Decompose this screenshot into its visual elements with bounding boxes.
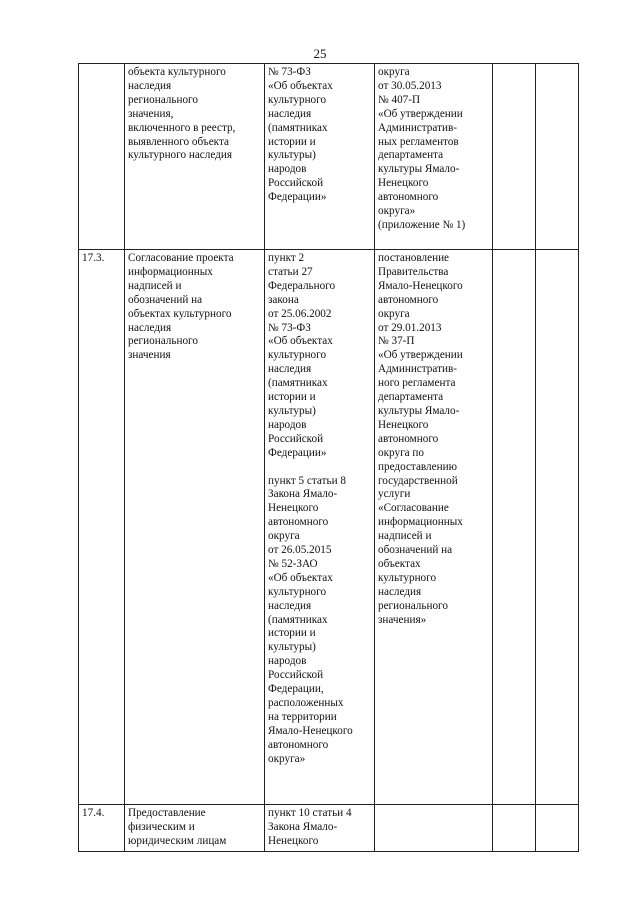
service-name-cell: Согласование проекта информационных надписей и обозначений на объектах культурного наследия регионального значения — [125, 250, 265, 805]
table-row — [79, 805, 579, 852]
table-row — [79, 250, 579, 805]
services-table — [78, 63, 579, 852]
empty-cell — [536, 805, 579, 852]
table-row — [79, 64, 579, 250]
row-number-cell — [79, 64, 125, 250]
legal-basis-cell: пункт 10 статьи 4 Закона Ямало- Ненецкого — [265, 805, 375, 852]
empty-cell — [536, 250, 579, 805]
empty-cell — [493, 250, 536, 805]
row-number-cell: 17.4. — [79, 805, 125, 852]
empty-cell — [493, 805, 536, 852]
row-number-cell: 17.3. — [79, 250, 125, 805]
regulation-cell: постановление Правительства Ямало-Ненецкого автономного округа от 29.01.2013 № 37-П «Об утверждении Административ- ного регламента департамента культуры Ямало- Ненецкого автономного округа по предоставлению государственной услуги «Согласование информационных надписей и обозначений на объектах культурного наследия регионального значения» — [375, 250, 493, 805]
legal-basis-cell: № 73-ФЗ «Об объектах культурного наследия (памятниках истории и культуры) народов Российской Федерации» — [265, 64, 375, 250]
page-number: 25 — [313, 46, 327, 61]
empty-cell — [493, 64, 536, 250]
empty-cell — [536, 64, 579, 250]
regulation-cell: округа от 30.05.2013 № 407-П «Об утверждении Административ- ных регламентов департамента культуры Ямало- Ненецкого автономного округа» (приложение № 1) — [375, 64, 493, 250]
regulation-cell — [375, 805, 493, 852]
service-name-cell: объекта культурного наследия регионального значения, включенного в реестр, выявленного объекта культурного наследия — [125, 64, 265, 250]
legal-basis-cell: пункт 2 статьи 27 Федерального закона от 25.06.2002 № 73-ФЗ «Об объектах культурного наследия (памятниках истории и культуры) народов Российской Федерации» пункт 5 статьи 8 Закона Ямало- Ненецкого автономного округа от 26.05.2015 № 52-ЗАО «Об объектах культурного наследия (памятниках истории и культуры) народов Российской Федерации, расположенных на территории Ямало-Ненецкого автономного округа» — [265, 250, 375, 805]
service-name-cell: Предоставление физическим и юридическим лицам — [125, 805, 265, 852]
